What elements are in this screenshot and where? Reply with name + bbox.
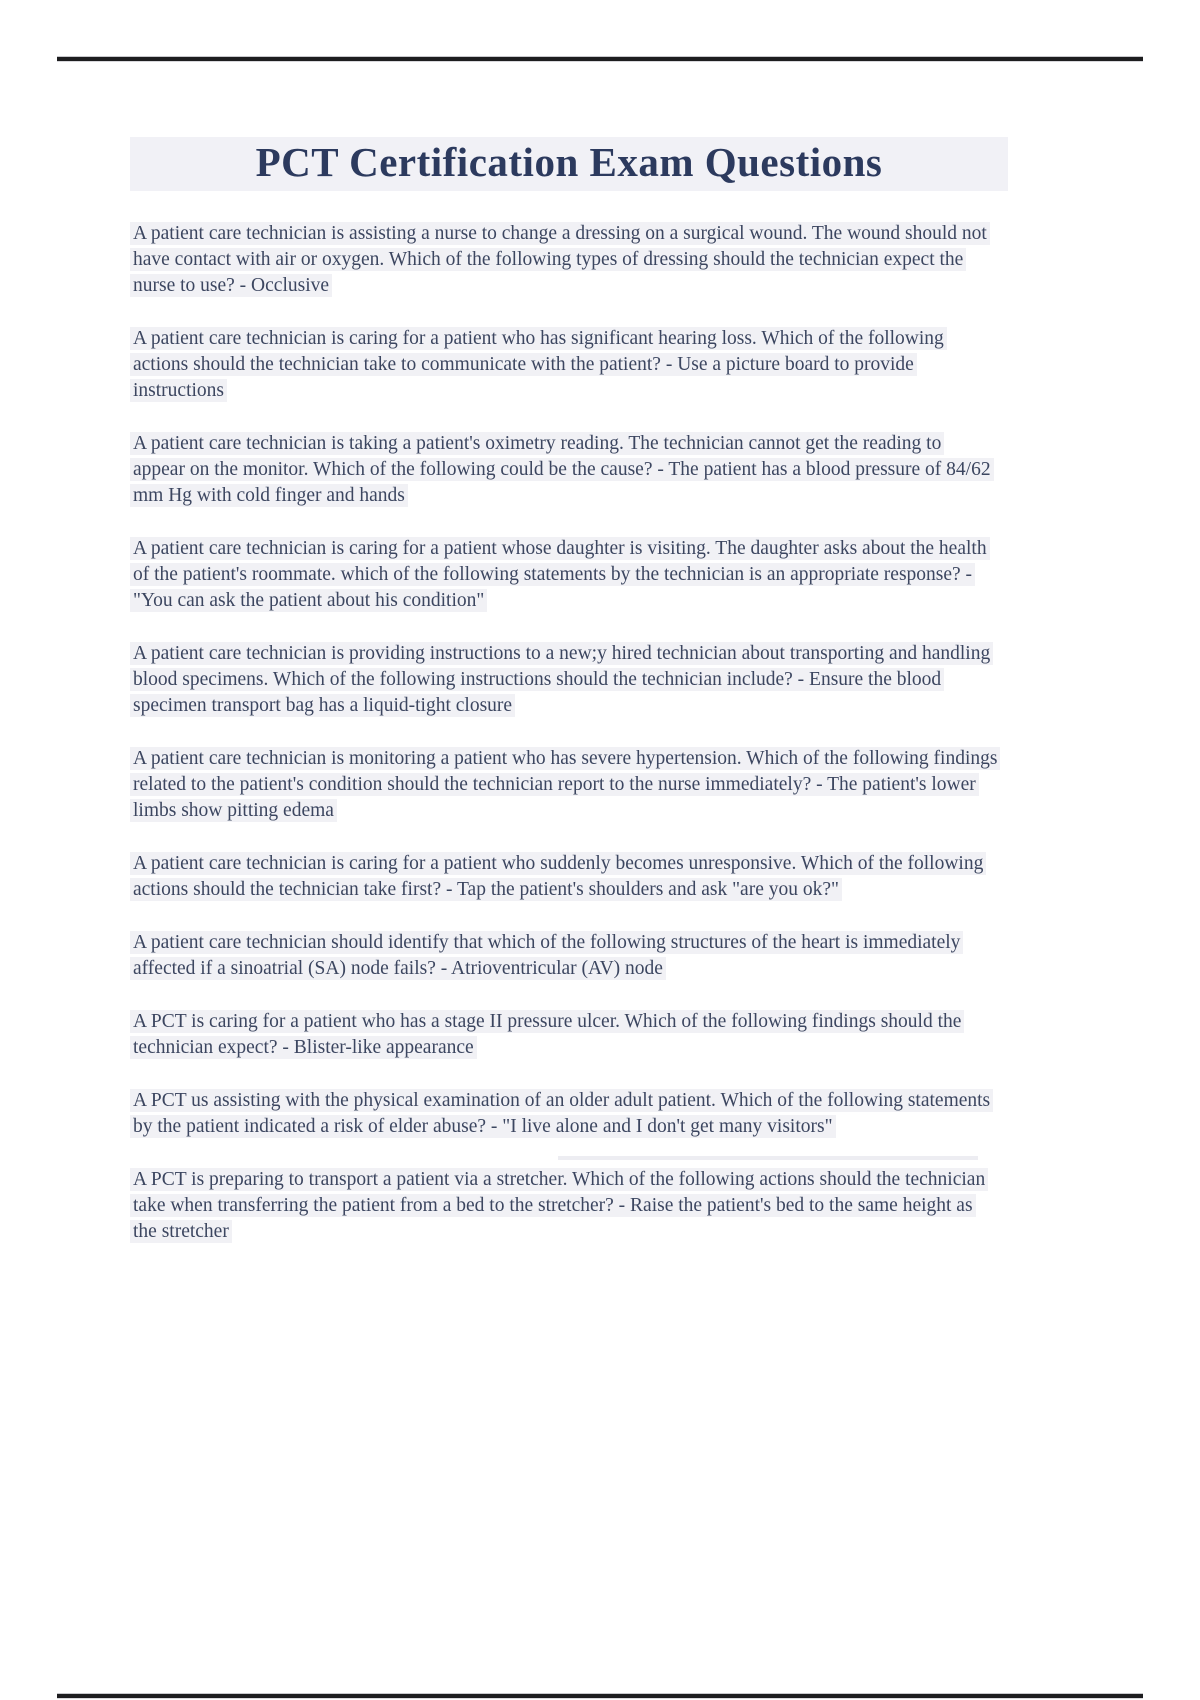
question-item-7 [130,851,998,903]
question-item-9 [130,1009,998,1061]
question-item-10 [130,1088,998,1140]
page-title: PCT Certification Exam Questions [255,139,883,185]
scan-artifact-line [558,1156,978,1160]
page-content [130,137,1008,1272]
question-item-2 [130,326,998,404]
question-text: A patient care technician is caring for a patient who suddenly becomes unresponsive. Which of the following actions should the technician take first? - Tap the patient's shoulders and ask "are you ok?" [130,852,986,901]
question-text: A patient care technician is assisting a nurse to change a dressing on a surgical wound. The wound should not have contact with air or oxygen. Which of the following types of dressing should the technician expect the nurse to use? - Occlusive [130,222,990,297]
question-text: A PCT is caring for a patient who has a stage II pressure ulcer. Which of the following findings should the technician expect? - Blister-like appearance [130,1010,964,1059]
question-text: A patient care technician is taking a patient's oximetry reading. The technician cannot get the reading to appear on the monitor. Which of the following could be the cause? - The patient has a blood pressure of 84/62 mm Hg with cold finger and hands [130,432,994,507]
question-list [130,221,998,1245]
question-text: A patient care technician is providing instructions to a new;y hired technician about transporting and handling blood specimens. Which of the following instructions should the technician include? - Ensure the blood specimen transport bag has a liquid-tight closure [130,642,993,717]
question-text: A PCT us assisting with the physical examination of an older adult patient. Which of the following statements by the patient indicated a risk of elder abuse? - "I live alone and I don't get many visitors" [130,1089,993,1138]
question-item-4 [130,536,998,614]
question-item-8 [130,930,998,982]
question-text: A patient care technician should identify that which of the following structures of the heart is immediately affected if a sinoatrial (SA) node fails? - Atrioventricular (AV) node [130,931,963,980]
question-item-3 [130,431,998,509]
top-rule [57,57,1143,61]
question-item-6 [130,746,998,824]
question-item-11 [130,1167,998,1245]
question-text: A patient care technician is caring for a patient whose daughter is visiting. The daughter asks about the health of the patient's roommate. which of the following statements by the technician is an appropriate response? - "You can ask the patient about his condition" [130,537,990,612]
bottom-rule [57,1694,1143,1698]
question-text: A patient care technician is caring for a patient who has significant hearing loss. Which of the following actions should the technician take to communicate with the patient? - Use a picture board to provide instructions [130,327,947,402]
question-item-5 [130,641,998,719]
title-banner [130,137,1008,191]
question-item-1 [130,221,998,299]
question-text: A patient care technician is monitoring a patient who has severe hypertension. Which of the following findings related to the patient's condition should the technician report to the nurse immediately? - The patient's lower limbs show pitting edema [130,747,1000,822]
question-text: A PCT is preparing to transport a patient via a stretcher. Which of the following actions should the technician take when transferring the patient from a bed to the stretcher? - Raise the patient's bed to the same height as the stretcher [130,1168,988,1243]
